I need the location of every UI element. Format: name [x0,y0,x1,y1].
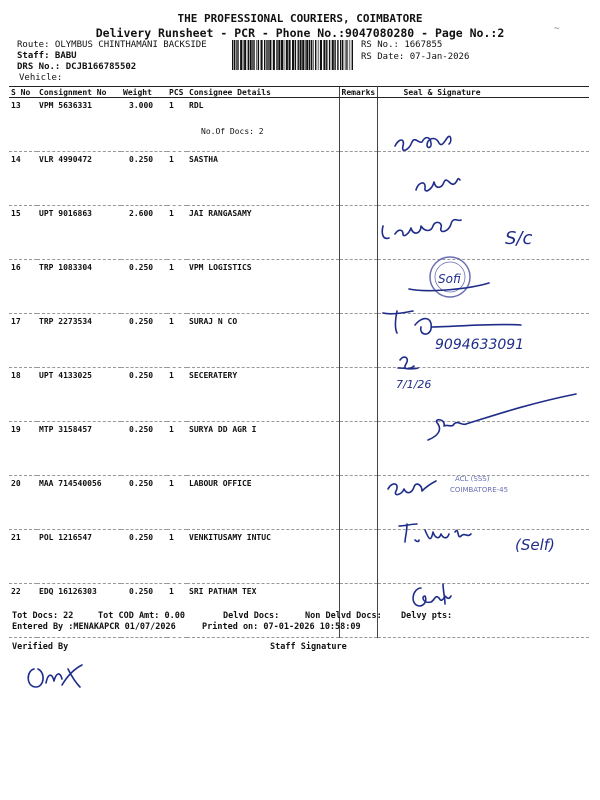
cell-consignment-text: POL 1216547 [39,533,92,542]
cell-weight-text: 0.250 [129,587,154,596]
cell-sno-text: 22 [11,587,21,596]
cell-consignment-text: VLR 4990472 [39,155,92,164]
total-docs: Tot Docs: 22 [12,611,74,621]
runsheet-subtitle: Delivery Runsheet - PCR - Phone No.:9047080280 - Page No.:2 [95,26,505,40]
cell-pcs-text: 1 [169,101,174,110]
barcode-bar [232,40,233,70]
col-remarks: Remarks [339,87,377,98]
cell-sno-text: 18 [11,371,21,380]
cell-consignment [37,476,121,530]
barcode-bar [352,40,353,70]
cell-weight-text: 0.250 [129,371,154,380]
signature-row-21 [395,518,595,563]
table-header-row [9,87,589,98]
cell-consignee-text: SURYA DD AGR I [189,425,257,434]
cell-sno-text: 13 [11,101,21,110]
barcode-bar [240,40,242,70]
cell-sno [9,314,37,368]
cell-consignment [37,368,121,422]
cell-remarks [339,206,377,260]
cell-weight [121,368,167,422]
cell-sno-text: 15 [11,209,21,218]
barcode-bar [284,40,285,70]
barcode-bar [340,40,341,70]
barcode-bar [345,40,346,70]
cell-consignment-text: MTP 3158457 [39,425,92,434]
cell-remarks [339,98,377,152]
barcode-bar [313,40,314,70]
table-row [9,152,589,206]
barcode-bar [258,40,259,70]
cell-remarks [339,476,377,530]
barcode-bar [234,40,235,70]
barcode-bar [320,40,322,70]
barcode-bar [347,40,348,70]
cell-remarks [339,314,377,368]
cell-consignment [37,530,121,584]
cell-consignee [187,530,339,584]
printed-on: Printed on: 07-01-2026 10:58:09 [202,622,361,632]
cell-pcs [167,260,187,314]
col-consignment: Consignment No [37,87,121,98]
barcode-bar [264,40,265,70]
sig-21-note: (Self) [515,536,555,554]
cell-sno-text: 16 [11,263,21,272]
barcode-bar [278,40,280,70]
cell-pcs-text: 1 [169,425,174,434]
barcode-bar [281,40,283,70]
barcode-bar [269,40,271,70]
verified-by-label: Verified By [12,642,69,652]
barcode-bar [326,40,327,70]
non-delivered-docs: Non Delvd Docs: [305,611,382,621]
barcode-bar [289,40,291,70]
barcode-bar [250,40,252,70]
cell-remarks [339,152,377,206]
cell-sno [9,152,37,206]
cell-consignee-text: RDL [189,101,204,110]
cell-sno [9,260,37,314]
cell-pcs-text: 1 [169,587,174,596]
cell-consignee [187,152,339,206]
signature-row-14 [410,170,490,200]
cell-weight-text: 0.250 [129,263,154,272]
entered-by: Entered By :MENAKAPCR 01/07/2026 [12,622,176,632]
delivered-docs: Delvd Docs: [223,611,280,621]
stamp-20-line1: ACL (SSS) [455,475,490,483]
cell-sno-text: 19 [11,425,21,434]
cell-consignee-text: SRI PATHAM TEX [189,587,257,596]
rs-number: RS No.: 1667855 [361,40,443,50]
barcode-bar [273,40,275,70]
cell-pcs-text: 1 [169,155,174,164]
barcode-bar [337,40,338,70]
cell-consignment [37,98,121,152]
drs-number: DRS No.: DCJB166785502 [17,62,137,72]
cell-pcs [167,152,187,206]
cell-consignee-text: VPM LOGISTICS [189,263,252,272]
cell-consignee [187,206,339,260]
cell-weight-text: 0.250 [129,533,154,542]
cell-consignee [187,422,339,476]
cell-pcs [167,314,187,368]
cell-weight [121,314,167,368]
cell-weight-text: 0.250 [129,425,154,434]
cell-remarks [339,422,377,476]
barcode-bar [248,40,249,70]
barcode-bar [298,40,299,70]
barcode-bar [261,40,263,70]
stamp-20-line2: COIMBATORE-45 [450,486,509,494]
cell-consignment-text: UPT 4133025 [39,371,92,380]
barcode-bar [292,40,294,70]
cell-weight [121,530,167,584]
route-label: Route: OLYMBUS CHINTHAMANI BACKSIDE [17,40,207,50]
cell-remarks [339,260,377,314]
signature-row-13 [380,120,500,160]
cell-consignee [187,476,339,530]
sig-17-phone: 9094633091 [435,337,525,353]
cell-consignment-text: VPM 5636331 [39,101,92,110]
cell-pcs-text: 1 [169,371,174,380]
cell-weight [121,476,167,530]
signature-row-20 [380,465,560,515]
cell-weight [121,422,167,476]
cell-weight [121,98,167,152]
cell-sno-text: 17 [11,317,21,326]
cell-consignee [187,368,339,422]
cell-consignment-text: TRP 2273534 [39,317,92,326]
signature-row-18 [390,352,470,397]
col-pcs: PCS [167,87,187,98]
rs-date: RS Date: 07-Jan-2026 [361,52,470,62]
cell-weight-text: 0.250 [129,479,154,488]
col-seal-signature: Seal & Signature [377,87,589,98]
barcode-bar [342,40,343,70]
barcode-bar [286,40,288,70]
cell-consignee-text: LABOUR OFFICE [189,479,252,488]
cell-pcs [167,206,187,260]
cell-sno-text: 21 [11,533,21,542]
barcode-bar [256,40,257,70]
cell-weight [121,152,167,206]
cell-consignee [187,314,339,368]
table-row [9,98,589,152]
cell-pcs [167,368,187,422]
cell-pcs [167,98,187,152]
signature-verified-by [22,655,92,700]
sig-18-date: 7/1/26 [396,378,432,391]
cell-weight-text: 0.250 [129,155,154,164]
cell-sno [9,368,37,422]
cell-consignee-text: SASTHA [189,155,218,164]
cell-consignment-text: TRP 1083304 [39,263,92,272]
cell-pcs [167,476,187,530]
cell-pcs-text: 1 [169,317,174,326]
cell-weight-text: 2.600 [129,209,154,218]
vehicle-label: Vehicle: [19,73,63,83]
cell-sno [9,530,37,584]
cell-consignment-text: UPT 9016863 [39,209,92,218]
cell-sno [9,98,37,152]
barcode-bar [305,40,306,70]
col-consignee: Consignee Details [187,87,339,98]
company-title: THE PROFESSIONAL COURIERS, COIMBATORE [177,12,423,25]
cell-consignee-text: JAI RANGASAMY [189,209,252,218]
cell-remarks [339,530,377,584]
staff-label: Staff: BABU [17,51,77,61]
cell-weight [121,260,167,314]
barcode-bar [334,40,335,70]
barcode-bar [329,40,330,70]
sig-15-note: S/c [505,228,533,249]
cell-pcs-text: 1 [169,533,174,542]
barcode-bar [311,40,312,70]
cell-consignment-text: EDQ 16126303 [39,587,97,596]
cell-weight [121,206,167,260]
cell-consignment [37,314,121,368]
total-cod-amount: Tot COD Amt: 0.00 [98,611,185,621]
cell-pcs-text: 1 [169,209,174,218]
cell-sno-text: 20 [11,479,21,488]
cell-consignment [37,260,121,314]
barcode-bar [266,40,267,70]
cell-consignment-text: MAA 714540056 [39,479,102,488]
cell-sno [9,422,37,476]
cell-consignee [187,260,339,314]
cell-consignment [37,422,121,476]
cell-consignment [37,206,121,260]
signature-row-15 [375,208,575,258]
barcode-bar [302,40,304,70]
barcode-bar [315,40,316,70]
seal-row-16 [405,255,495,310]
cell-sno [9,206,37,260]
barcode-bar [244,40,246,70]
cell-pcs-text: 1 [169,479,174,488]
signature-row-17 [375,305,595,355]
barcode-bar [295,40,296,70]
cell-pcs [167,422,187,476]
barcode-bar [346,40,347,70]
barcode [231,40,356,70]
staff-signature-label: Staff Signature [270,642,347,652]
barcode-bar [300,40,302,70]
cell-remarks [339,368,377,422]
barcode-bar [323,40,325,70]
barcode-bar [309,40,310,70]
barcode-bar [350,40,351,70]
barcode-bar [267,40,268,70]
delivery-points: Delvy pts: [401,611,453,621]
cell-consignee-text: VENKITUSAMY INTUC [189,533,271,542]
barcode-bar [254,40,255,70]
col-sno: S No [9,87,37,98]
barcode-bar [318,40,319,70]
cell-sno [9,476,37,530]
cell-consignee-text: SURAJ N CO [189,317,238,326]
barcode-bar [236,40,237,70]
cell-pcs [167,530,187,584]
barcode-bar [332,40,334,70]
stamp-16: Sofi [438,272,461,286]
col-weight: Weight [121,87,167,98]
cell-consignee-text: SECERATERY [189,371,238,380]
signature-row-19 [420,398,590,448]
cell-weight-text: 3.000 [129,101,154,110]
cell-sno-text: 14 [11,155,21,164]
barcode-bar [243,40,244,70]
barcode-bar [276,40,277,70]
cell-weight-text: 0.250 [129,317,154,326]
barcode-bar [252,40,253,70]
cell-consignment [37,152,121,206]
docs-count: No.Of Docs: 2 [201,127,264,136]
barcode-bar [306,40,308,70]
cell-consignee [187,98,339,152]
corner-mark: ~ [554,24,560,34]
barcode-bar [237,40,238,70]
cell-pcs-text: 1 [169,263,174,272]
